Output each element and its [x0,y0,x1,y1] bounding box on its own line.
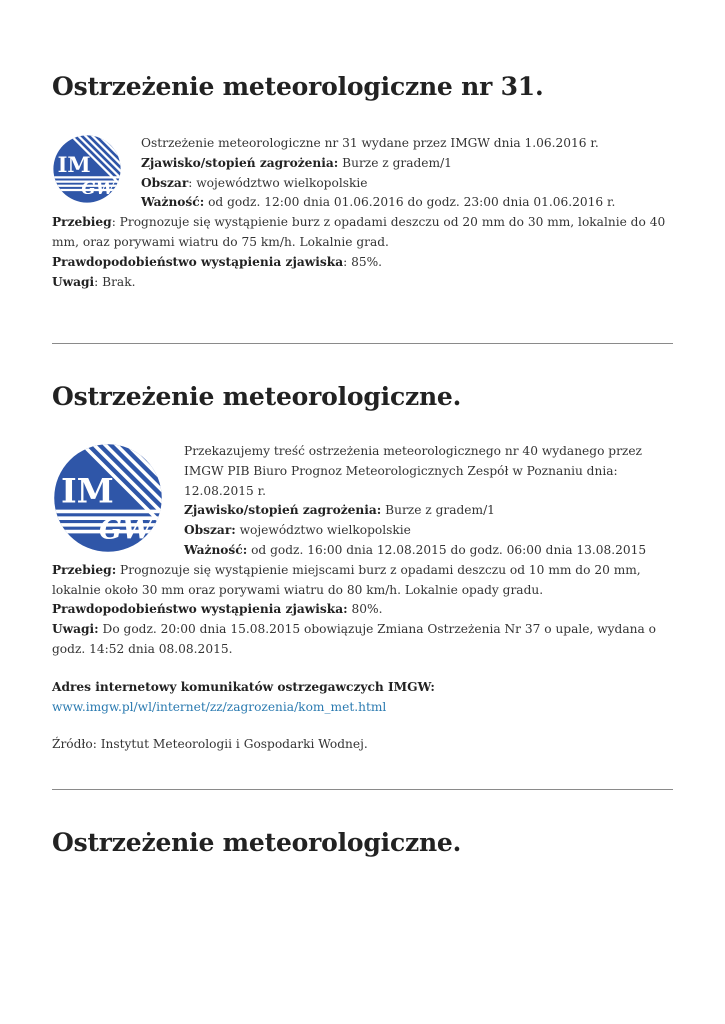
validity-label: Ważność: [141,195,205,210]
validity-row [52,193,673,213]
course-row [52,561,673,601]
notes-value: : Brak. [94,274,136,289]
address-row [52,698,673,718]
validity-value: od godz. 12:00 dnia 01.06.2016 do godz. 23:00 dnia 01.06.2016 r. [204,195,616,210]
notes-value: Do godz. 20:00 dnia 15.08.2015 obowiązuje Zmiana Ostrzeżenia Nr 37 o upale, wydana o godz. 14:52 dnia 08.08.2015. [52,622,656,656]
course-value: : Prognozuje się wystąpienie burz z opadami deszczu od 20 mm do 30 mm, lokalnie do 40 mm, oraz porywami wiatru do 75 km/h. Lokalnie grad. [52,215,666,249]
divider [52,789,673,790]
svg-text:IM: IM [57,151,91,177]
area-label: Obszar: [184,523,236,538]
intro-text: Ostrzeżenie meteorologiczne nr 31 wydane przez IMGW dnia 1.06.2016 r. [141,136,599,150]
notes-label: Uwagi [52,274,95,289]
phenomenon-label: Zjawisko/stopień zagrożenia: [184,503,382,518]
probability-value: : 85%. [343,254,383,269]
area-value: województwo wielkopolskie [235,523,411,538]
phenomenon-value: Burze z gradem/1 [381,503,495,518]
area-label: Obszar [141,175,189,190]
article-body-2 [52,442,673,755]
area-value: : województwo wielkopolskie [188,175,368,190]
notes-row [52,273,673,293]
phenomenon-row [52,154,673,174]
article-title-3: Ostrzeżenie meteorologiczne. [52,828,462,857]
svg-text:GW: GW [81,178,115,199]
svg-text:GW: GW [99,514,153,546]
imgw-logo-icon [52,134,122,204]
article-body-1 [52,134,673,292]
phenomenon-value: Burze z gradem/1 [338,155,452,170]
course-row [52,213,673,253]
course-value: Prognozuje się wystąpienie miejscami burz z opadami deszczu od 10 mm do 20 mm, lokalnie około 30 mm oraz porywami wiatru do 80 km/h. Lokalnie opady gradu. [52,562,641,597]
probability-row [52,600,673,620]
validity-label: Ważność: [184,542,248,557]
area-row [52,174,673,194]
validity-value: od godz. 16:00 dnia 12.08.2015 do godz. 06:00 dnia 13.08.2015 [247,542,647,557]
source-text: Źródło: Instytut Meteorologii i Gospodarki Wodnej. [52,737,368,752]
warnings-link[interactable]: www.imgw.pl/wl/internet/zz/zagrozenia/kom_met.html [52,699,387,714]
probability-value: 80%. [347,602,383,617]
svg-text:IM: IM [60,470,114,511]
article-title-2: Ostrzeżenie meteorologiczne. [52,382,462,411]
probability-row [52,253,673,273]
course-label: Przebieg: [52,562,117,577]
address-label: Adres internetowy komunikatów ostrzegawczych IMGW: [52,679,435,694]
probability-label: Prawdopodobieństwo wystąpienia zjawiska [52,254,344,269]
course-label: Przebieg [52,215,112,230]
imgw-logo-icon [52,442,164,554]
notes-row [52,620,673,660]
divider [52,343,673,344]
phenomenon-label: Zjawisko/stopień zagrożenia: [141,155,339,170]
notes-label: Uwagi: [52,622,99,637]
probability-label: Prawdopodobieństwo wystąpienia zjawiska: [52,602,348,617]
intro-text: Przekazujemy treść ostrzeżenia meteorologicznego nr 40 wydanego przez IMGW PIB Biuro Prognoz Meteorologicznych Zespół w Poznaniu dnia: 12.08.2015 r. [184,444,642,498]
article-title-1: Ostrzeżenie meteorologiczne nr 31. [52,72,544,101]
address-heading [52,678,673,698]
